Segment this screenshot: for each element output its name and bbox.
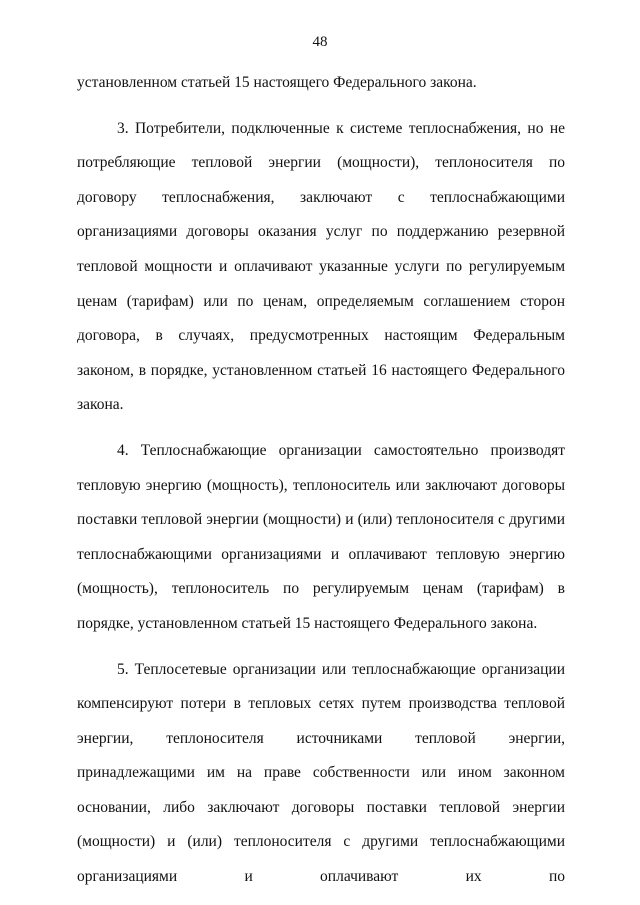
- paragraph-item-5: 5. Теплосетевые организации или теплоснабжающие организации компенсируют потери в тепловых сетях путем производства тепловой энергии, теплоносителя источниками тепловой энергии, принадлежащими им на праве собственности или ином законном основании, либо заключают договоры поставки тепловой энергии (мощности) и (или) теплоносителя с другими теплоснабжающими организациями и оплачивают их по: [77, 660, 565, 886]
- paragraph-item-4: 4. Теплоснабжающие организации самостоятельно производят тепловую энергию (мощность), теплоноситель или заключают договоры поставки тепловой энергии (мощности) и (или) теплоносителя с другими теплоснабжающими организациями и оплачивают тепловую энергию (мощность), теплоноситель по регулируемым ценам (тарифам) в порядке, установленном статьей 15 настоящего Федерального закона.: [77, 441, 565, 632]
- page-number: 48: [312, 34, 328, 50]
- paragraph-item-3: 3. Потребители, подключенные к системе теплоснабжения, но не потребляющие тепловой энергии (мощности), теплоносителя по договору теплоснабжения, заключают с теплоснабжающими организациями договоры оказания услуг по поддержанию резервной тепловой мощности и оплачивают указанные услуги по регулируемым ценам (тарифам) или по ценам, определяемым соглашением сторон договора, в случаях, предусмотренных настоящим Федеральным законом, в порядке, установленном статьей 16 настоящего Федерального закона.: [77, 119, 565, 414]
- document-body: [77, 66, 565, 895]
- paragraph-continuation: установленном статьей 15 настоящего Федерального закона.: [77, 74, 477, 91]
